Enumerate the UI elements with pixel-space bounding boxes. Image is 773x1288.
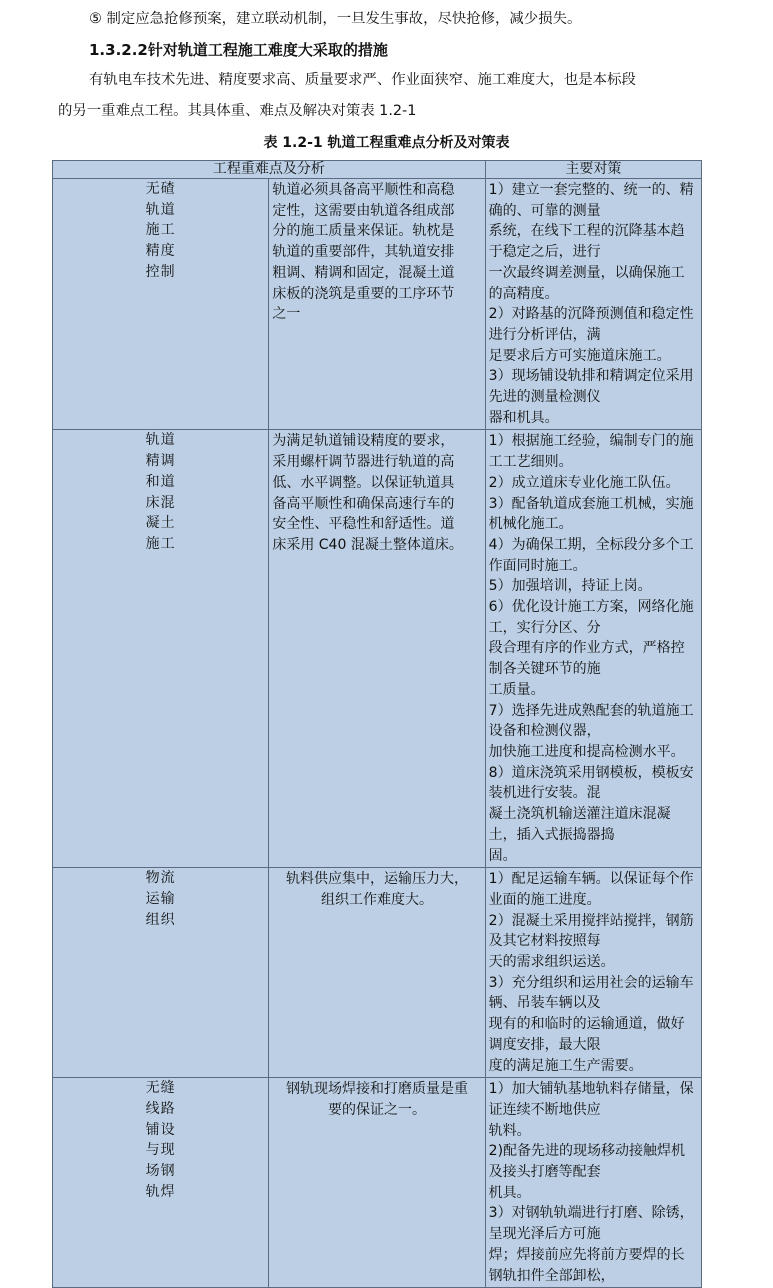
row-measures-cell xyxy=(485,179,701,430)
measure-line: 轨料。 xyxy=(488,1122,531,1139)
row-measures-cell xyxy=(485,868,701,1078)
topic-line: 凝土 xyxy=(145,515,176,532)
header-measures: 主要对策 xyxy=(485,161,701,179)
table-row xyxy=(53,179,702,430)
analysis-line: 床采用 C40 混凝土整体道床。 xyxy=(272,536,463,553)
table-row xyxy=(53,868,702,1078)
measure-line: 足要求后方可实施道床施工。 xyxy=(488,347,671,364)
measure-line: 3）充分组织和运用社会的运输车辆、吊装车辆以及 xyxy=(488,974,694,1012)
analysis-line: 采用螺杆调节器进行轨道的高 xyxy=(272,454,455,471)
row-measures-cell xyxy=(485,1078,701,1288)
row-analysis-cell xyxy=(269,179,485,430)
topic-line: 无碴 xyxy=(145,181,176,197)
header-analysis: 工程重难点及分析 xyxy=(53,161,486,179)
measure-line: 1）建立一套完整的、统一的、精确的、可靠的测量 xyxy=(488,182,694,219)
measure-line: 1）加大铺轨基地轨料存储量，保证连续不断地供应 xyxy=(488,1081,694,1118)
measure-line: 2)配备先进的现场移动接触焊机及接头打磨等配套 xyxy=(488,1143,686,1181)
analysis-line: 分的施工质量来保证。轨枕是 xyxy=(272,223,455,240)
topic-line: 轨道 xyxy=(145,432,176,449)
measure-line: 天的需求组织运送。 xyxy=(488,954,615,971)
measure-line: 固。 xyxy=(488,847,517,864)
topic-line: 铺设 xyxy=(145,1121,176,1138)
row-topic-cell xyxy=(53,868,269,1078)
table-row xyxy=(53,430,702,868)
analysis-line: 轨道必须具备高平顺性和高稳 xyxy=(272,182,455,198)
analysis-line: 为满足轨道铺设精度的要求， xyxy=(272,433,455,450)
measure-line: 凝土浇筑机输送灌注道床混凝土，插入式振捣器捣 xyxy=(488,806,671,843)
topic-line: 和道 xyxy=(145,473,176,490)
measure-line: 2）对路基的沉降预测值和稳定性进行分析评估，满 xyxy=(488,306,694,343)
row-topic-cell xyxy=(53,179,269,430)
topic-line: 无缝 xyxy=(145,1080,176,1097)
analysis-line: 定性，这需要由轨道各组成部 xyxy=(272,202,455,219)
topic-line: 精调 xyxy=(145,453,176,470)
topic-line: 控制 xyxy=(145,263,176,280)
measure-line: 2）混凝土采用搅拌站搅拌，钢筋及其它材料按照每 xyxy=(488,912,694,950)
measure-line: 1）配足运输车辆。以保证每个作业面的施工进度。 xyxy=(488,871,694,908)
section-heading: 1.3.2.2针对轨道工程施工难度大采取的措施 xyxy=(89,41,388,59)
measure-line: 器和机具。 xyxy=(488,409,559,426)
analysis-line: 安全性、平稳性和舒适性。道 xyxy=(272,516,455,533)
intro-paragraph-line-2: 的另一重难点工程。其具体重、难点及解决对策表 1.2-1 xyxy=(58,103,417,119)
analysis-line: 要的保证之一。 xyxy=(327,1101,426,1118)
topic-line: 施工 xyxy=(145,222,176,239)
table-body xyxy=(53,179,702,1288)
measure-line: 工质量。 xyxy=(488,681,545,698)
measure-line: 8）道床浇筑采用钢模板，模板安装机进行安装。混 xyxy=(488,764,694,802)
measure-line: 2）成立道床专业化施工队伍。 xyxy=(488,474,680,491)
measure-line: 焊；焊接前应先将前方要焊的长钢轨扣件全部卸松， xyxy=(488,1246,685,1284)
topic-line: 与现 xyxy=(145,1142,176,1159)
row-topic-cell xyxy=(53,430,269,868)
table-container xyxy=(52,160,702,1288)
measure-line: 6）优化设计施工方案，网络化施工，实行分区、分 xyxy=(488,599,694,636)
row-measures-cell xyxy=(485,430,701,868)
analysis-line: 低、水平调整。以保证轨道具 xyxy=(272,474,455,491)
measure-line: 1）根据施工经验，编制专门的施工工艺细则。 xyxy=(488,433,694,471)
table-caption: 表 1.2-1 轨道工程重难点分析及对策表 xyxy=(263,135,510,151)
analysis-line: 组织工作难度大。 xyxy=(320,891,433,908)
measure-line: 系统，在线下工程的沉降基本趋于稳定之后，进行 xyxy=(488,223,685,261)
row-analysis-cell xyxy=(269,430,485,868)
measure-line: 7）选择先进成熟配套的轨道施工设备和检测仪器， xyxy=(488,702,694,740)
analysis-line: 粗调、精调和固定，混凝土道 xyxy=(272,264,455,281)
measure-line: 3）现场铺设轨排和精调定位采用先进的测量检测仪 xyxy=(488,368,694,406)
topic-line: 组织 xyxy=(145,911,176,928)
measure-line: 3）对钢轨轨端进行打磨、除锈，呈现光泽后方可施 xyxy=(488,1205,694,1243)
topic-line: 物流 xyxy=(145,870,176,887)
table-row xyxy=(53,1078,702,1288)
analysis-line: 床板的浇筑是重要的工序环节 xyxy=(272,285,455,302)
analysis-line: 之一 xyxy=(272,306,301,323)
topic-line: 床混 xyxy=(145,494,176,511)
row-topic-cell xyxy=(53,1078,269,1288)
measure-line: 机具。 xyxy=(488,1184,531,1201)
topic-line: 精度 xyxy=(145,243,176,260)
measure-line: 加快施工进度和提高检测水平。 xyxy=(488,743,685,760)
measure-line: 现有的和临时的运输通道，做好调度安排，最大限 xyxy=(488,1016,685,1053)
intro-paragraph-line-1: 有轨电车技术先进、精度要求高、质量要求严、作业面狭窄、施工难度大，也是本标段 xyxy=(89,72,636,88)
topic-line: 施工 xyxy=(145,535,176,552)
row-analysis-cell xyxy=(269,868,485,1078)
measure-line: 3）配备轨道成套施工机械，实施机械化施工。 xyxy=(488,495,694,533)
row-analysis-cell xyxy=(269,1078,485,1288)
measure-line: 5）加强培训，持证上岗。 xyxy=(488,578,652,595)
topic-line: 线路 xyxy=(145,1100,176,1117)
analysis-line: 轨料供应集中，运输压力大， xyxy=(285,871,468,888)
analysis-line: 备高平顺性和确保高速行车的 xyxy=(272,495,455,512)
topic-line: 轨焊 xyxy=(145,1183,176,1200)
topic-line: 运输 xyxy=(145,890,176,907)
list-item-text: ⑤ 制定应急抢修预案，建立联动机制，一旦发生事故，尽快抢修，减少损失。 xyxy=(89,11,582,27)
measure-line: 度的满足施工生产需要。 xyxy=(488,1057,643,1074)
measure-line: 段合理有序的作业方式，严格控制各关键环节的施 xyxy=(488,640,685,678)
measure-line: 4）为确保工期，全标段分多个工作面同时施工。 xyxy=(488,536,694,574)
table-header-row xyxy=(53,161,702,179)
topic-line: 轨道 xyxy=(145,201,176,218)
difficulty-table xyxy=(52,160,702,1288)
analysis-line: 轨道的重要部件，其轨道安排 xyxy=(272,244,455,261)
analysis-line: 钢轨现场焊接和打磨质量是重 xyxy=(285,1081,468,1098)
measure-line: 一次最终调差测量，以确保施工的高精度。 xyxy=(488,264,685,302)
topic-line: 场钢 xyxy=(145,1163,176,1180)
